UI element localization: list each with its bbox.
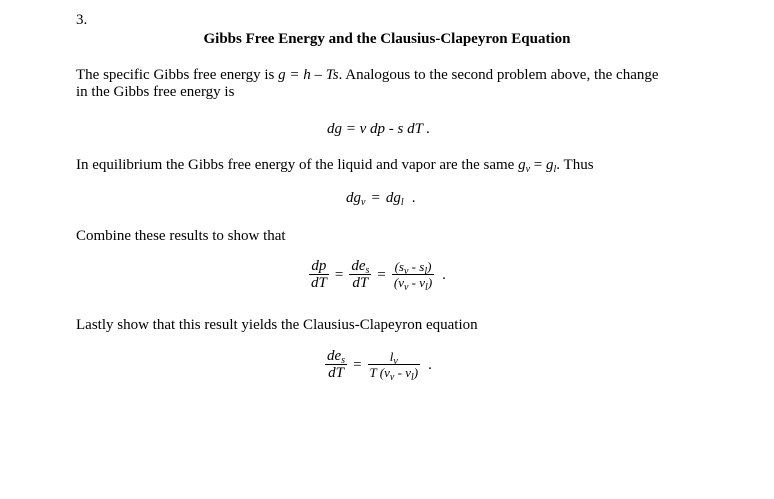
eq3-dot: . — [442, 266, 446, 283]
frac-numerator — [349, 259, 371, 274]
eq2-equals: = — [371, 190, 380, 207]
eq4-l: l — [389, 349, 394, 364]
equation-dg: dg = v dp - s dT . — [327, 121, 431, 137]
eq2-rhs: dg — [385, 190, 401, 206]
para2-g: g — [518, 157, 526, 173]
para2-thus: . Thus — [556, 157, 594, 173]
para1-text-post: . Analogous to the second problem above, the change — [338, 67, 659, 83]
eq4-de-sub: s — [341, 355, 346, 366]
eq4-den-sub-a: v — [389, 372, 395, 383]
eq3-num-end: ) — [427, 259, 432, 274]
para2-equals: = — [530, 157, 547, 173]
eq2-lhs: dg — [346, 190, 361, 206]
paragraph-1-line-2: in the Gibbs free energy is — [76, 84, 235, 100]
eq3-equals-a: = — [334, 266, 344, 283]
frac-numerator: dp — [311, 258, 327, 274]
para1-text-pre: The specific Gibbs free energy is — [76, 67, 279, 83]
eq3-den-mid: - v — [408, 275, 426, 290]
eq4-den-mid: - v — [394, 365, 411, 380]
eq3-den-end: ) — [427, 275, 433, 290]
frac-denominator: dT — [311, 275, 327, 291]
para2-sub-l: l — [553, 164, 557, 175]
paragraph-1-line-1 — [76, 67, 659, 84]
eq4-den-end: ) — [413, 365, 419, 380]
equation-equilibrium — [346, 190, 415, 207]
para2-g-v — [518, 157, 530, 173]
frac-denominator — [368, 364, 421, 381]
frac-numerator — [368, 349, 421, 367]
frac-denominator — [392, 274, 434, 291]
fraction-des-dT — [349, 259, 371, 291]
para2-g2: g — [546, 157, 554, 173]
paragraph-2 — [76, 157, 594, 174]
paragraph-4: Lastly show that this result yields the Clausius-Clapeyron equation — [76, 317, 478, 333]
paragraph-3: Combine these results to show that — [76, 228, 286, 244]
eq3-de-sub: s — [365, 265, 370, 276]
eq3-den-a: (v — [393, 275, 404, 290]
eq3-equals-b: = — [377, 266, 386, 283]
fraction-des-dT — [325, 349, 347, 381]
section-title: Gibbs Free Energy and the Clausius-Clapeyron Equation — [203, 31, 571, 47]
para2-text: In equilibrium the Gibbs free energy of the liquid and vapor are the same — [76, 157, 519, 173]
eq3-num-mid: - s — [408, 259, 425, 274]
eq3-num-sub-a: v — [403, 266, 409, 277]
para1-equation: g = h – Ts — [278, 67, 339, 83]
para2-g-l — [546, 157, 556, 173]
fraction-entropy-volume — [392, 259, 434, 291]
equation-result — [309, 259, 446, 291]
eq2-dot: . — [411, 190, 416, 207]
eq3-num-a: (s — [394, 259, 404, 274]
eq3-num-sub-b: l — [424, 266, 428, 277]
frac-numerator — [325, 349, 347, 364]
eq2-rhs-sub: l — [400, 197, 404, 208]
eq4-den-sub-b: l — [410, 372, 414, 383]
frac-numerator — [392, 259, 434, 277]
fraction-dp-dT — [309, 259, 329, 291]
problem-number: 3. — [76, 12, 88, 28]
equation-clausius-clapeyron — [325, 349, 432, 381]
eq3-den-sub-a: v — [403, 282, 409, 293]
para2-sub-v: v — [525, 164, 531, 175]
eq4-dot: . — [428, 356, 432, 373]
eq4-equals: = — [353, 356, 362, 373]
eq4-den-a: T (v — [369, 365, 390, 380]
eq3-de: de — [351, 258, 366, 274]
fraction-latent-heat — [368, 349, 421, 381]
frac-denominator: dT — [325, 364, 347, 381]
eq4-l-sub: v — [393, 356, 398, 367]
eq3-den-sub-b: l — [425, 282, 428, 293]
eq4-de: de — [327, 348, 342, 364]
eq2-lhs-sub: v — [361, 197, 366, 208]
frac-denominator: dT — [349, 274, 371, 291]
